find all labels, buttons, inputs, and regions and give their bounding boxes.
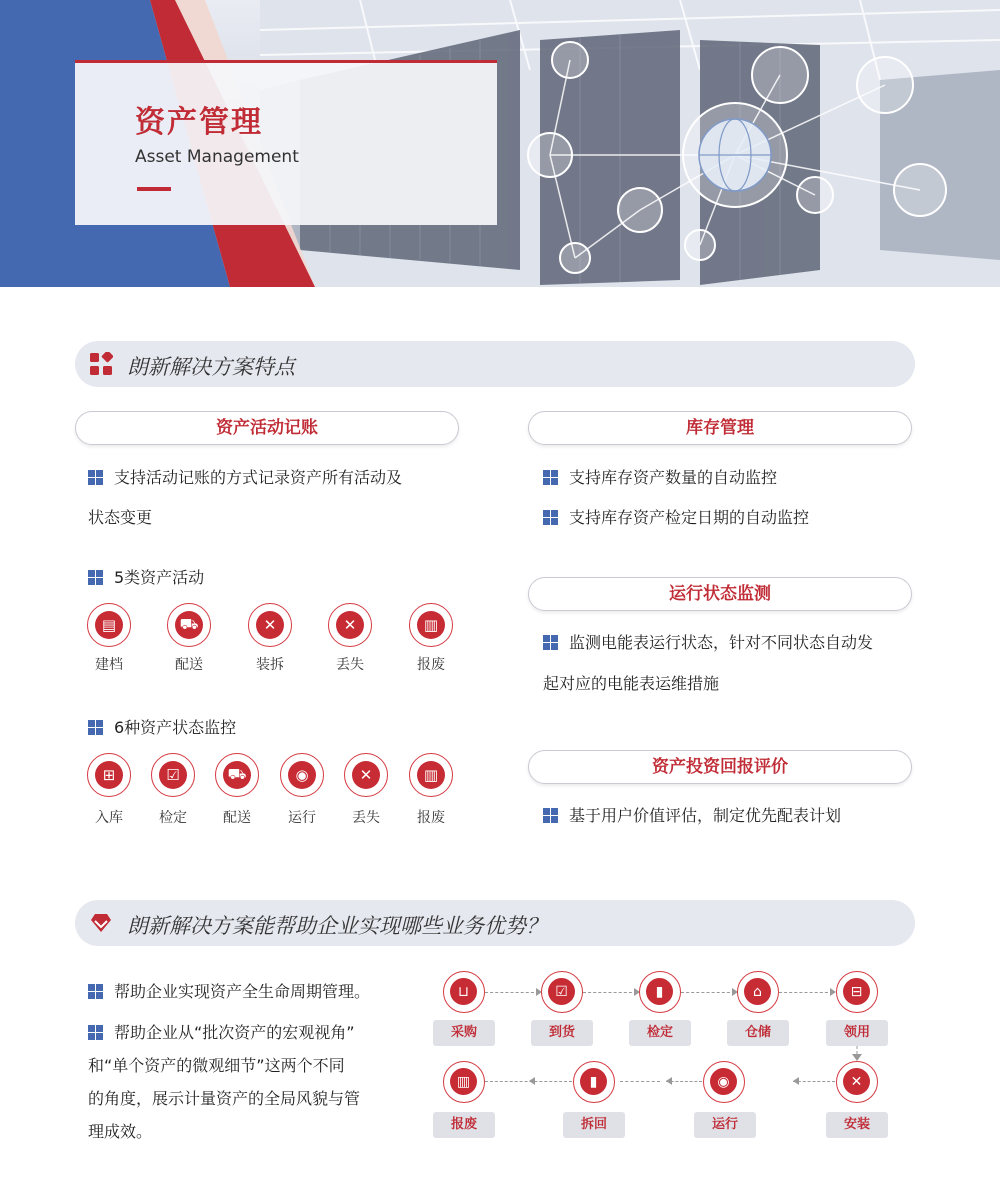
flow-step-label: 安装 [826,1112,888,1138]
flow-step-label: 仓储 [727,1020,789,1046]
six-status-title: 6种资产状态监控 [88,718,388,738]
flow-step-label: 报废 [433,1112,495,1138]
run-circle-icon: ◉ [280,753,324,797]
trash-icon: ▥ [409,603,453,647]
activity-label: 配送 [175,657,203,673]
meter-icon: ▮ [573,1061,615,1103]
tools-icon: ✕ [836,1061,878,1103]
basket-icon: ⊔ [443,971,485,1013]
flow-step-label: 领用 [826,1020,888,1046]
flow-connector [620,1081,660,1082]
inventory-item: 支持库存资产数量的自动监控 [543,468,903,488]
benefit-item-cont: 的角度，展示计量资产的全局风貌与管 [88,1089,361,1108]
monitor-desc-cont: 起对应的电能表运维措施 [543,674,720,693]
check-box-icon: ☑ [541,971,583,1013]
section-features-title: 朗新解决方案特点 [127,355,295,379]
benefit-item-cont: 理成效。 [88,1122,153,1141]
check-box-icon: ☑ [151,753,195,797]
section-benefits-title: 朗新解决方案能帮助企业实现哪些业务优势？ [127,914,547,938]
page-title: 资产管理 [135,105,263,140]
benefit-item-cont: 和“单个资产的微观细节”这两个不同 [88,1056,345,1075]
card-icon: ▤ [87,603,131,647]
trash-icon: ▥ [409,753,453,797]
activity-desc-cont: 状态变更 [88,508,153,527]
invest-pill: 资产投资回报评价 [528,750,912,784]
flow-step-label: 拆回 [563,1112,625,1138]
invest-item: 基于用户价值评估，制定优先配表计划 [543,806,903,826]
cart-icon: ⊞ [87,753,131,797]
run-circle-icon: ◉ [703,1061,745,1103]
monitor-desc: 监测电能表运行状态，针对不同状态自动发 [543,633,923,653]
warehouse-icon: ⌂ [737,971,779,1013]
flow-step-label: 采购 [433,1020,495,1046]
inbox-icon: ⊟ [836,971,878,1013]
activity-pill: 资产活动记账 [75,411,459,445]
status-label: 丢失 [352,810,380,826]
status-label: 配送 [223,810,251,826]
activity-label: 报废 [417,657,445,673]
flow-step-label: 检定 [629,1020,691,1046]
activity-label: 丢失 [336,657,364,673]
inventory-pill: 库存管理 [528,411,912,445]
benefit-item: 帮助企业实现资产全生命周期管理。 [88,982,428,1002]
flow-step-label: 到货 [531,1020,593,1046]
benefit-item: 帮助企业从“批次资产的宏观视角” [88,1023,428,1043]
tools-icon: ✕ [248,603,292,647]
truck-icon: ⛟ [215,753,259,797]
status-label: 检定 [159,810,187,826]
inventory-item: 支持库存资产检定日期的自动监控 [543,508,903,528]
meter-icon: ▮ [639,971,681,1013]
status-label: 入库 [95,810,123,826]
five-activities-title: 5类资产活动 [88,568,388,588]
monitor-pill: 运行状态监测 [528,577,912,611]
activity-label: 建档 [95,657,123,673]
flow-connector [485,1081,572,1082]
activity-desc: 支持活动记账的方式记录资产所有活动及 [88,468,468,488]
close-circle-icon: ✕ [328,603,372,647]
status-label: 运行 [288,810,316,826]
flow-connector [666,1081,702,1082]
activity-label: 装拆 [256,657,284,673]
status-label: 报废 [417,810,445,826]
page-subtitle: Asset Management [135,147,299,167]
truck-icon: ⛟ [167,603,211,647]
flow-connector [793,1081,835,1082]
trash-icon: ▥ [443,1061,485,1103]
flow-step-label: 运行 [694,1112,756,1138]
close-circle-icon: ✕ [344,753,388,797]
